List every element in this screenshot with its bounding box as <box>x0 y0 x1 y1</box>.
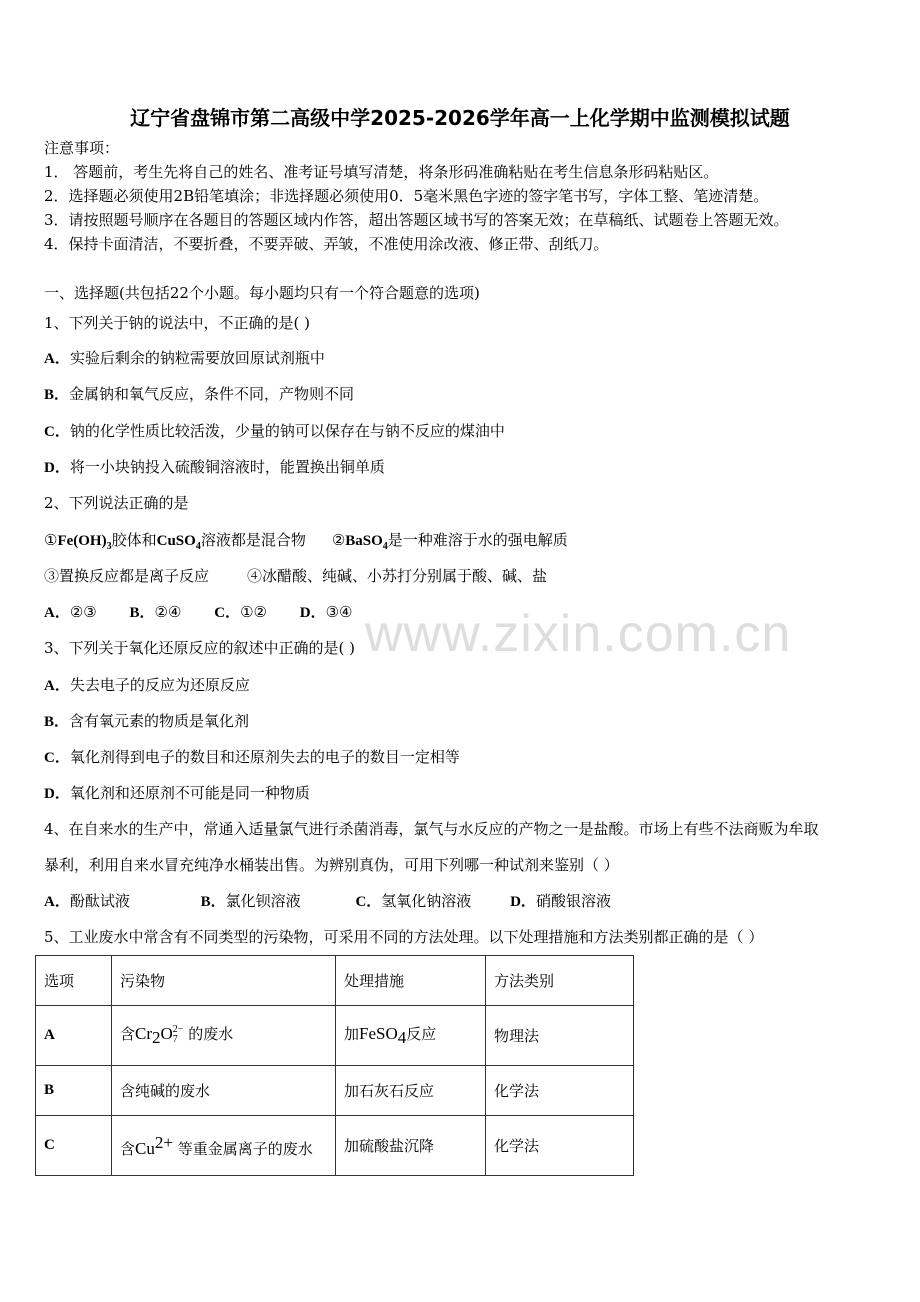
q2-statements-3-4: ③置换反应都是离子反应 ④冰醋酸、纯碱、小苏打分别属于酸、碱、盐 <box>44 567 548 585</box>
section-heading: 一、选择题(共包括22个小题。每小题均只有一个符合题意的选项) <box>44 284 480 302</box>
pollutant-cell: 含$Cr_2O$ 2− 7 的废水 <box>112 1006 336 1066</box>
q2-options: A．②③ B．②④ C．①② D．③④ <box>44 603 353 621</box>
q1-option-a: A．实验后剩余的钠粒需要放回原试剂瓶中 <box>44 349 325 367</box>
note-item: 4．保持卡面清洁，不要折叠，不要弄破、弄皱，不准使用涂改液、修正带、刮纸刀。 <box>44 235 609 253</box>
note-item: 2．选择题必须使用2B铅笔填涂；非选择题必须使用0．5毫米黑色字迹的签字笔书写，字体工整、笔迹清楚。 <box>44 187 769 205</box>
q2-statements-1-2: $①Fe(OH)_3$胶体和CuSO$_4$溶液都是混合物 ②BaSO$_4$是一种难溶于水的强电解质 <box>44 531 568 552</box>
question-4-stem-cont: 暴利，利用自来水冒充纯净水桶装出售。为辨别真伪，可用下列哪一种试剂来鉴别（ ） <box>44 856 619 874</box>
note-item: 3．请按照题号顺序在各题目的答题区域内作答，超出答题区域书写的答案无效；在草稿纸、试题卷上答题无效。 <box>44 211 789 229</box>
method-cell: 化学法 <box>486 1116 634 1176</box>
question-3-stem: 3、下列关于氧化还原反应的叙述中正确的是( ) <box>44 639 356 657</box>
q3-option-a: A．失去电子的反应为还原反应 <box>44 676 250 694</box>
option-cell: C <box>36 1116 112 1176</box>
table-row <box>36 1116 634 1176</box>
measure-cell: 加硫酸盐沉降 <box>336 1116 486 1176</box>
q1-option-b: B．金属钠和氧气反应，条件不同，产物则不同 <box>44 385 355 403</box>
question-5-stem: 5、工业废水中常含有不同类型的污染物，可采用不同的方法处理。以下处理措施和方法类别都正确的是（ ） <box>44 928 764 946</box>
q5-table <box>35 955 634 1176</box>
notes-heading: 注意事项： <box>44 139 120 157</box>
q3-option-d: D．氧化剂和还原剂不可能是同一种物质 <box>44 784 310 802</box>
table-header: 方法类别 <box>486 956 634 1006</box>
q3-option-b: B．含有氧元素的物质是氧化剂 <box>44 712 250 730</box>
question-2-stem: 2、下列说法正确的是 <box>44 494 189 512</box>
pollutant-cell: 含$Cu^{2+}$ 等重金属离子的废水 <box>112 1116 336 1176</box>
table-header: 处理措施 <box>336 956 486 1006</box>
option-cell: A <box>36 1006 112 1066</box>
measure-cell: 加石灰石反应 <box>336 1066 486 1116</box>
method-cell: 物理法 <box>486 1006 634 1066</box>
table-row <box>36 1066 634 1116</box>
table-row <box>36 1006 634 1066</box>
note-item: 1． 答题前，考生先将自己的姓名、准考证号填写清楚，将条形码准确粘贴在考生信息条形码粘贴区。 <box>44 163 719 181</box>
table-header: 污染物 <box>112 956 336 1006</box>
question-1-stem: 1、下列关于钠的说法中，不正确的是( ) <box>44 314 311 332</box>
table-header-row <box>36 956 634 1006</box>
option-cell: B <box>36 1066 112 1116</box>
pollutant-cell: 含纯碱的废水 <box>112 1066 336 1116</box>
q1-option-d: D．将一小块钠投入硫酸铜溶液时，能置换出铜单质 <box>44 458 385 476</box>
table-header: 选项 <box>36 956 112 1006</box>
q3-option-c: C．氧化剂得到电子的数目和还原剂失去的电子的数目一定相等 <box>44 748 460 766</box>
page-title: 辽宁省盘锦市第二高级中学2025-2026学年高一上化学期中监测模拟试题 <box>130 106 790 130</box>
measure-cell: 加FeSO$_4$反应 <box>336 1006 486 1066</box>
question-4-stem: 4、在自来水的生产中，常通入适量氯气进行杀菌消毒，氯气与水反应的产物之一是盐酸。市场上有些不法商贩为牟取 <box>44 820 819 838</box>
q4-options: A．酚酞试液 B．氯化钡溶液 C．氢氧化钠溶液 D．硝酸银溶液 <box>44 892 611 910</box>
method-cell: 化学法 <box>486 1066 634 1116</box>
q1-option-c: C．钠的化学性质比较活泼，少量的钠可以保存在与钠不反应的煤油中 <box>44 422 505 440</box>
watermark: www.zixin.com.cn <box>365 605 792 663</box>
